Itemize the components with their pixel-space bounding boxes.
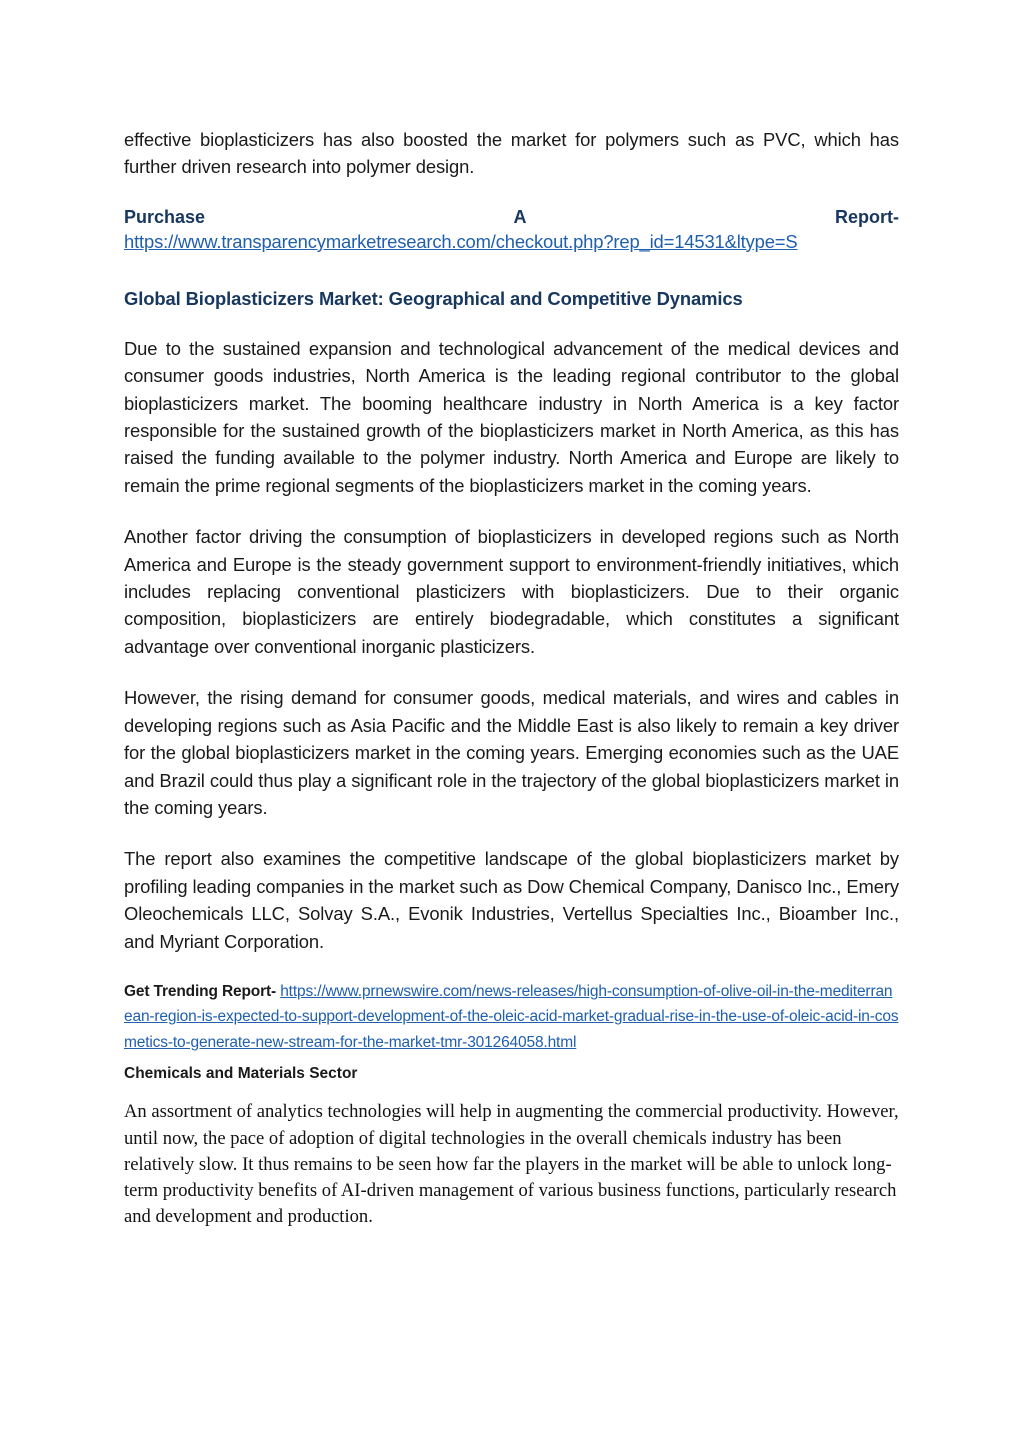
sector-heading: Chemicals and Materials Sector [124, 1065, 358, 1083]
section-heading: Global Bioplasticizers Market: Geographical and Competitive Dynamics [124, 287, 743, 309]
purchase-label-row [124, 205, 899, 229]
sector-paragraph: An assortment of analytics technologies will help in augmenting the commercial productivity. However, until now, the pace of adoption of digital technologies in the overall chemicals industry has been relatively slow. It thus remains to be seen how far the players in the market will be able to unlock long-term productivity benefits of AI-driven management of various business functions, particularly research and development and production. [124, 1101, 899, 1228]
purchase-word: Purchase [124, 206, 206, 227]
trending-report [124, 979, 899, 1056]
purchase-report-link[interactable]: https://www.transparencymarketresearch.com/checkout.php?rep_id=14531&ltype=S [124, 230, 798, 252]
trending-report-label: Get Trending Report- [124, 982, 277, 1000]
paragraph-competitive-landscape: The report also examines the competitive landscape of the global bioplasticizers market by profiling leading companies in the market such as Dow Chemical Company, Danisco Inc., Emery Oleochemicals LLC, Solvay S.A., Evonik Industries, Vertellus Specialties Inc., Bioamber Inc., and Myriant Corporation. [124, 848, 899, 952]
intro-paragraph: effective bioplasticizers has also boosted the market for polymers such as PVC, which has further driven research into polymer design. [124, 129, 899, 178]
paragraph-geography: Due to the sustained expansion and technological advancement of the medical devices and consumer goods industries, North America is the leading regional contributor to the global bioplasticizers market. The booming healthcare industry in North America is a key factor responsible for the sustained growth of the bioplasticizers market in North America, as this has raised the funding available to the polymer industry. North America and Europe are likely to remain the prime regional segments of the bioplasticizers market in the coming years. [124, 337, 899, 496]
paragraph-developing-regions: However, the rising demand for consumer goods, medical materials, and wires and cables in developing regions such as Asia Pacific and the Middle East is also likely to remain a key driver for the global bioplasticizers market in the coming years. Emerging economies such as the UAE and Brazil could thus play a significant role in the trajectory of the global bioplasticizers market in the coming years. [124, 687, 899, 818]
purchase-report-word: Report- [834, 206, 899, 227]
purchase-a-word: A [513, 206, 527, 227]
page-content [124, 126, 899, 1230]
trending-report-link[interactable]: https://www.prnewswire.com/news-releases/high-consumption-of-olive-oil-in-the-mediterranean-region-is-expected-to-support-development-of-the-oleic-acid-market-gradual-rise-in-the-use-of-oleic-acid-in-cosmetics-to-generate-new-stream-for-the-market-tmr-301264058.html [124, 982, 899, 1051]
paragraph-government-support: Another factor driving the consumption of bioplasticizers in developed regions such as North America and Europe is the steady government support to environment-friendly initiatives, which includes replacing conventional plasticizers with bioplasticizers. Due to their organic composition, bioplasticizers are entirely biodegradable, which constitutes a significant advantage over conventional inorganic plasticizers. [124, 526, 899, 657]
